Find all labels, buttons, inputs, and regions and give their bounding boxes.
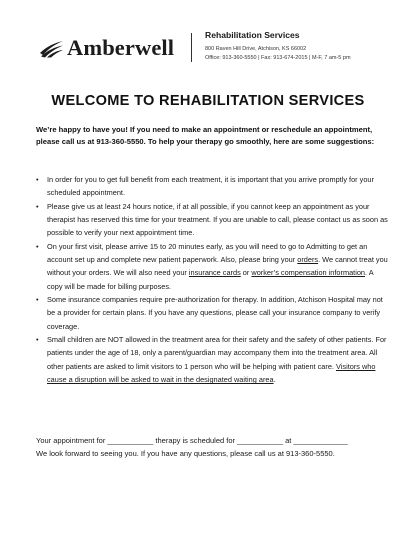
bullet-icon: •: [36, 241, 39, 251]
bullet-icon: •: [36, 201, 39, 211]
bullet-text: On your first visit, please arrive 15 to 20 minutes early, as you will need to go to Admitting to get an account set up and complete new patient paperwork. Also, please bring your: [47, 241, 368, 265]
contact-block: [205, 30, 351, 62]
visitors-policy-underlined: Visitors who cause a disruption will be asked to wait in the designated waiting area: [47, 361, 376, 385]
bullet-text: . We cannot treat you without your orders. We will also need your: [47, 255, 388, 278]
logo-wordmark: Amberwell: [67, 35, 175, 60]
list-item: [34, 240, 390, 293]
intro-paragraph: We’re happy to have you! If you need to make an appointment or reschedule an appointment, please call us at 913-360-5550. To help your therapy go smoothly, here are some suggestions:: [36, 125, 375, 146]
amberwell-logo: [38, 37, 174, 59]
header-divider: [191, 33, 192, 62]
bullet-text: . A copy will be made for billing purposes.: [47, 268, 374, 291]
bullet-icon: •: [36, 175, 39, 184]
bullet-text: or: [240, 268, 252, 278]
amberwell-wing-icon: [38, 38, 64, 58]
address-line: 800 Raven Hill Drive, Atchison, KS 66002: [205, 46, 307, 52]
bullet-text: Please give us at least 24 hours notice, if at all possible, if you cannot keep an appointment as your therapist has reserved this time for your treatment. If you are unable to call, please contact us as soon as possible to verify your next appointment time.: [47, 201, 388, 238]
bullet-icon: •: [36, 335, 39, 345]
list-item: [34, 200, 390, 240]
page-title: WELCOME TO REHABILITATION SERVICES: [51, 93, 365, 109]
suggestions-list: [34, 173, 390, 387]
bullet-text: In order for you to get full benefit from each treatment, it is important that you arrive promptly for your scheduled appointment.: [47, 175, 374, 198]
bullet-icon: •: [36, 295, 39, 305]
compensation-info-underlined: worker’s compensation information: [251, 268, 366, 278]
closing-line: We look forward to seeing you. If you have any questions, please call us at 913-360-5550.: [36, 449, 335, 458]
bullet-text: Small children are NOT allowed in the treatment area for their safety and the safety of other patients. For patients under the age of 18, only a parent/guardian may accompany them into the treatment area. All other patients are asked to limit visitors to 1 person who will be helping with patient care.: [47, 335, 387, 371]
appointment-line: Your appointment for ___________ therapy is scheduled for ___________ at _____________: [36, 436, 348, 445]
list-item: [34, 333, 390, 386]
department-name: Rehabilitation Services: [205, 30, 300, 40]
bullet-text: Some insurance companies require pre-authorization for therapy. In addition, Atchison Hospital may not be a provider for certain plans. If you have any questions, please call your insurance company to verify coverage.: [47, 295, 383, 331]
list-item: [34, 293, 390, 333]
list-item: [34, 173, 390, 200]
phone-fax-hours: Office: 913-360-5550 | Fax: 913-674-2015 | M-F, 7 am-5 pm: [205, 54, 351, 61]
orders-underlined: orders: [297, 255, 319, 265]
insurance-cards-underlined: insurance cards: [188, 268, 241, 278]
bullet-text: .: [273, 375, 276, 385]
